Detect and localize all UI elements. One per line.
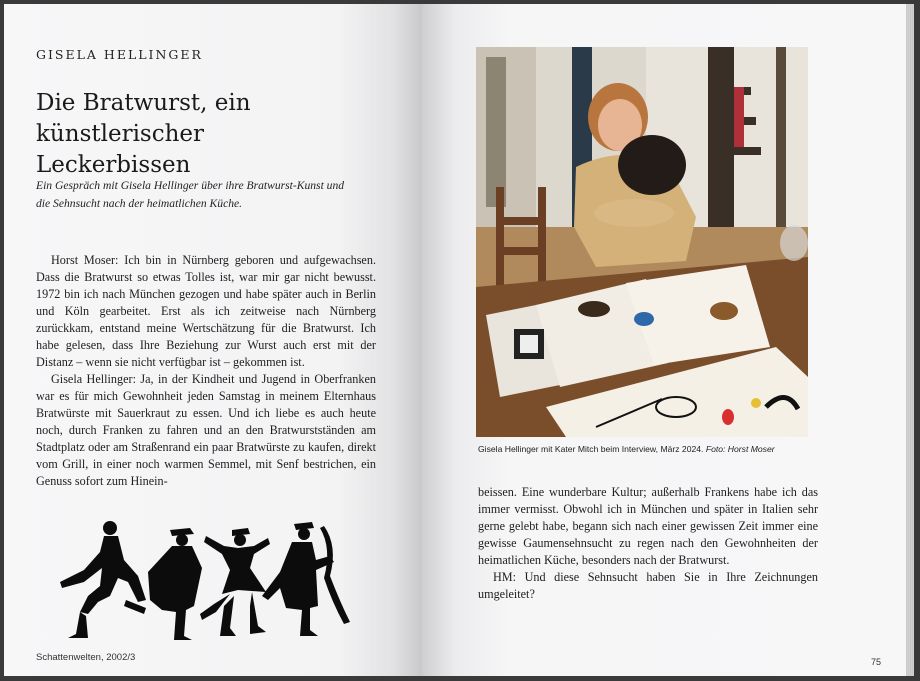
lead-text <box>36 177 376 213</box>
interview-photo <box>476 47 808 437</box>
caption-credit: Foto: Horst Moser <box>705 444 775 454</box>
article-title <box>36 88 396 181</box>
caption-text: Gisela Hellinger mit Kater Mitch beim Interview, März 2024. <box>478 444 706 454</box>
footer-source: Schattenwelten, 2002/3 <box>36 652 136 663</box>
paragraph-horst-moser: Horst Moser: Ich bin in Nürnberg geboren und aufgewachsen. Dass die Bratwurst so etwas Tolles ist, war mir gar nicht bewusst. 1972 bin ich nach München gezogen und habe später auch in Berlin und Köln gearbeitet. Erst als ich zeitweise nach Nürnberg zurückkam, entstand meine Wertschätzung für die Bratwurst. Ich habe gelesen, dass Ihre Beziehung zur Wurst auch erst mit der Distanz – wenn sie nicht verfügbar ist – gekommen ist. <box>36 253 376 369</box>
left-page <box>4 4 422 676</box>
lead-line-1: Ein Gespräch mit Gisela Hellinger über ihre Bratwurst-Kunst und <box>36 179 345 192</box>
title-line-2: Leckerbissen <box>36 152 191 178</box>
author-name: GISELA HELLINGER <box>36 47 203 62</box>
title-line-1: Die Bratwurst, ein künstlerischer <box>36 90 251 147</box>
photo-caption <box>478 444 775 454</box>
paragraph-question: HM: Und diese Sehnsucht haben Sie in Ihre Zeichnungen umgeleitet? <box>478 570 818 601</box>
paragraph-continuation: beissen. Eine wunderbare Kultur; außerhalb Frankens habe ich das immer vermisst. Obwohl ich in München und später in Italien sehr gerne gelebt habe, begann sich nach einer gewissen Zeit immer eine gewisse Gaumensehnsucht zu regen nach den Gewohnheiten der heimatlichen Küche, besonders nach der Bratwurst. <box>478 485 818 567</box>
dancing-figures-silhouette <box>54 516 354 648</box>
lead-line-2: die Sehnsucht nach der heimatlichen Küche. <box>36 197 243 210</box>
page-number: 75 <box>871 657 882 667</box>
body-text-right <box>478 484 818 603</box>
body-text-left <box>36 252 376 490</box>
page-edge <box>906 4 914 676</box>
photo-illustration <box>476 47 808 437</box>
paragraph-gisela-hellinger: Gisela Hellinger: Ja, in der Kindheit und Jugend in Oberfranken war es für mich Gewohnheit jeden Samstag in meinem Elternhaus Bratwürste mit Sauerkraut zu essen. Und ich liebe es auch heute noch, durch Franken zu fahren und an den Bratwurstständen am Stadtplatz oder am Straßenrand ein paar Bratwürste zu kaufen, direkt vom Grill, in einer noch warmen Semmel, mit Senf bestrichen, ein Genuss sofort zum Hinein- <box>36 372 376 488</box>
